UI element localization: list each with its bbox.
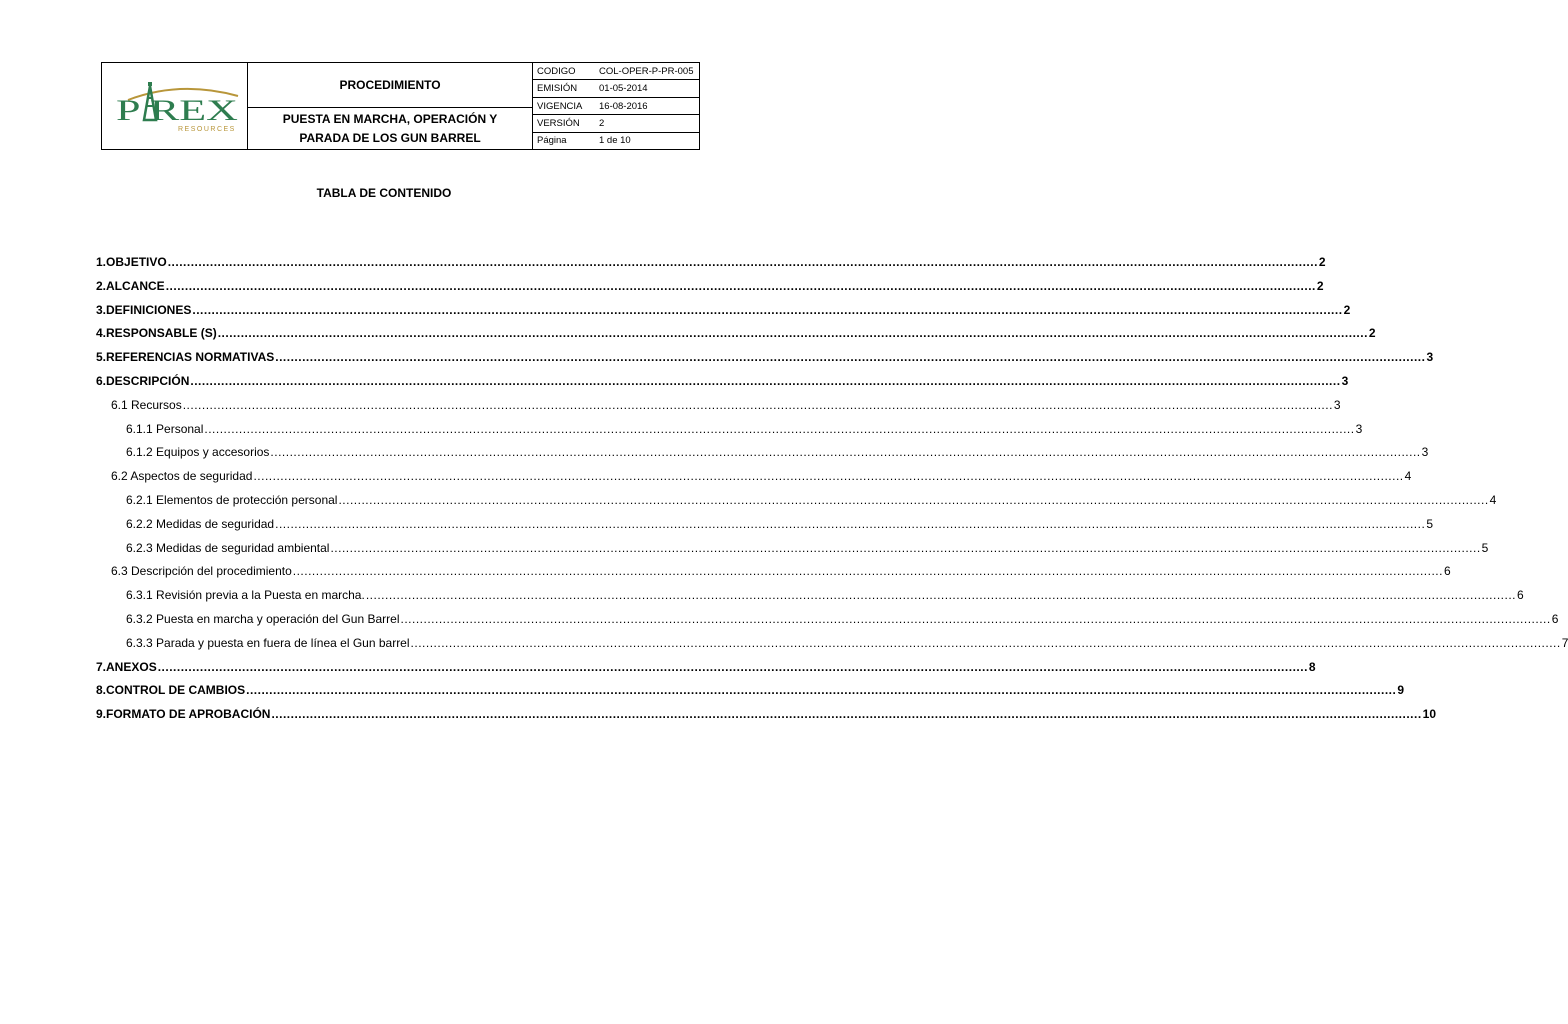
parex-logo bbox=[110, 76, 240, 136]
meta-row bbox=[533, 115, 699, 132]
doc-title-line1: PUESTA EN MARCHA, OPERACIÓN Y bbox=[282, 111, 498, 126]
doc-title-line2: PARADA DE LOS GUN BARREL bbox=[299, 130, 481, 145]
toc-entry-page: 3 bbox=[1426, 350, 1434, 365]
toc-entry-page: 4 bbox=[1404, 469, 1412, 484]
toc-entry[interactable] bbox=[111, 469, 1412, 485]
toc-leader-dots: ............................................................................................................................................................................................................................................................................................................ bbox=[275, 350, 1426, 365]
meta-key: VERSIÓN bbox=[537, 117, 580, 129]
toc-entry-page: 3 bbox=[1421, 445, 1429, 460]
doc-title bbox=[248, 108, 532, 149]
toc-entry-page: 2 bbox=[1343, 302, 1351, 317]
toc-entry-label: 6.3.3 Parada y puesta en fuera de línea el Gun barrel bbox=[126, 635, 410, 650]
toc-entry[interactable] bbox=[111, 564, 1451, 580]
toc-entry[interactable] bbox=[126, 516, 1433, 533]
toc-leader-dots: ............................................................................................................................................................................................................................................................................................................ bbox=[338, 493, 1489, 507]
toc-entry-label: 6.1 Recursos bbox=[111, 397, 182, 412]
toc-entry-label: 6.3.2 Puesta en marcha y operación del Gun Barrel bbox=[126, 612, 400, 626]
toc-entry[interactable] bbox=[126, 588, 1524, 604]
toc-leader-dots: ............................................................................................................................................................................................................................................................................................................ bbox=[190, 374, 1341, 388]
doc-type: PROCEDIMIENTO bbox=[248, 63, 532, 108]
toc-leader-dots: ............................................................................................................................................................................................................................................................................................................ bbox=[253, 469, 1404, 484]
toc-entry[interactable] bbox=[126, 445, 1429, 461]
toc-leader-dots: ............................................................................................................................................................................................................................................................................................................ bbox=[204, 421, 1355, 436]
toc-leader-dots: ............................................................................................................................................................................................................................................................................................................ bbox=[165, 278, 1316, 293]
meta-key: EMISIÓN bbox=[537, 83, 578, 95]
toc-leader-dots: ............................................................................................................................................................................................................................................................................................................ bbox=[410, 635, 1561, 650]
toc-entry-label: DESCRIPCIÓN bbox=[106, 374, 190, 388]
toc-entry-page: 7 bbox=[1561, 635, 1568, 650]
title-cell bbox=[248, 63, 533, 149]
toc-entry-label: OBJETIVO bbox=[106, 255, 167, 269]
toc-entry-page: 3 bbox=[1355, 421, 1363, 436]
toc-leader-dots: ............................................................................................................................................................................................................................................................................................................ bbox=[275, 516, 1426, 531]
toc-entry-label: 6.2.1 Elementos de protección personal bbox=[126, 493, 338, 507]
toc-entry[interactable] bbox=[96, 278, 1324, 295]
toc-leader-dots: ............................................................................................................................................................................................................................................................................................................ bbox=[167, 255, 1318, 269]
toc-entry-page: 3 bbox=[1341, 374, 1349, 388]
toc-entry-page: 9 bbox=[1397, 683, 1405, 698]
toc-entry-label: 6.3.1 Revisión previa a la Puesta en marcha. bbox=[126, 588, 365, 603]
toc-entry-label: CONTROL DE CAMBIOS bbox=[106, 683, 246, 698]
toc-leader-dots: ............................................................................................................................................................................................................................................................................................................ bbox=[270, 445, 1421, 460]
toc-entry[interactable] bbox=[96, 707, 1437, 723]
toc-entry-page: 3 bbox=[1333, 397, 1341, 412]
meta-value: COL-OPER-P-PR-005 bbox=[599, 65, 694, 77]
meta-key: Página bbox=[537, 135, 567, 147]
toc-leader-dots: ............................................................................................................................................................................................................................................................................................................ bbox=[330, 540, 1481, 555]
toc-entry-label: ALCANCE bbox=[106, 278, 165, 293]
toc-entry[interactable] bbox=[96, 255, 1326, 271]
toc-entry-number: 2. bbox=[96, 278, 107, 293]
toc-leader-dots: ............................................................................................................................................................................................................................................................................................................ bbox=[292, 564, 1443, 579]
toc-entry-number: 1. bbox=[96, 255, 107, 269]
toc-leader-dots: ............................................................................................................................................................................................................................................................................................................ bbox=[192, 302, 1343, 317]
toc-entry-label: ANEXOS bbox=[106, 659, 157, 674]
toc-entry-page: 8 bbox=[1308, 659, 1316, 674]
meta-key: CODIGO bbox=[537, 65, 576, 77]
toc-entry[interactable] bbox=[96, 350, 1434, 366]
toc-entry-number: 5. bbox=[96, 350, 107, 365]
toc-entry-label: 6.2 Aspectos de seguridad bbox=[111, 469, 253, 484]
toc-entry-page: 2 bbox=[1368, 326, 1376, 341]
toc-entry-label: 6.2.3 Medidas de seguridad ambiental bbox=[126, 540, 330, 555]
toc-entry[interactable] bbox=[96, 374, 1349, 390]
toc-entry-page: 4 bbox=[1489, 493, 1497, 507]
toc-entry[interactable] bbox=[111, 397, 1341, 414]
meta-value: 2 bbox=[599, 117, 605, 129]
toc-entry-page: 5 bbox=[1481, 540, 1489, 555]
toc-title: TABLA DE CONTENIDO bbox=[316, 186, 452, 200]
toc-entry[interactable] bbox=[126, 635, 1568, 652]
toc-entry[interactable] bbox=[96, 326, 1376, 342]
toc-entry-label: 6.1.1 Personal bbox=[126, 421, 204, 436]
meta-row bbox=[533, 98, 699, 115]
toc-leader-dots: ............................................................................................................................................................................................................................................................................................................ bbox=[246, 683, 1397, 698]
toc-entry[interactable] bbox=[96, 659, 1316, 676]
toc-entry-number: 7. bbox=[96, 659, 107, 674]
meta-value: 1 de 10 bbox=[599, 135, 631, 147]
toc-leader-dots: ............................................................................................................................................................................................................................................................................................................ bbox=[365, 588, 1517, 603]
toc-entry[interactable] bbox=[126, 540, 1489, 557]
toc-entry-label: FORMATO DE APROBACIÓN bbox=[106, 707, 271, 722]
logo-cell bbox=[102, 63, 248, 149]
toc-entry-page: 10 bbox=[1422, 707, 1437, 722]
toc-entry-number: 6. bbox=[96, 374, 107, 388]
toc-entry[interactable] bbox=[126, 493, 1497, 509]
logo-text: P REX bbox=[115, 94, 238, 127]
toc-entry-page: 2 bbox=[1316, 278, 1324, 293]
toc-entry-label: DEFINICIONES bbox=[106, 302, 192, 317]
meta-value: 01-05-2014 bbox=[599, 83, 648, 95]
toc-entry-page: 6 bbox=[1443, 564, 1451, 579]
toc-entry-label: 6.3 Descripción del procedimiento bbox=[111, 564, 292, 579]
toc-leader-dots: ............................................................................................................................................................................................................................................................................................................ bbox=[217, 326, 1368, 341]
toc-entry-label: 6.2.2 Medidas de seguridad bbox=[126, 516, 275, 531]
document-header bbox=[101, 62, 700, 150]
toc-entry-page: 5 bbox=[1426, 516, 1433, 531]
toc-entry[interactable] bbox=[96, 302, 1351, 319]
toc-entry[interactable] bbox=[126, 421, 1363, 438]
meta-key: VIGENCIA bbox=[537, 100, 583, 112]
meta-row bbox=[533, 133, 699, 149]
toc-leader-dots: ............................................................................................................................................................................................................................................................................................................ bbox=[400, 612, 1551, 626]
logo-subtext: RESOURCES bbox=[177, 126, 236, 133]
toc-entry-page: 6 bbox=[1517, 588, 1524, 603]
meta-row bbox=[533, 80, 699, 97]
toc-entry-number: 8. bbox=[96, 683, 107, 698]
meta-value: 16-08-2016 bbox=[599, 100, 648, 112]
toc-entry-label: 6.1.2 Equipos y accesorios bbox=[126, 445, 270, 460]
toc-entry-number: 4. bbox=[96, 326, 107, 341]
toc-entry-number: 9. bbox=[96, 707, 107, 722]
toc-entry[interactable] bbox=[126, 612, 1559, 628]
toc-entry-page: 2 bbox=[1318, 255, 1326, 269]
meta-row bbox=[533, 63, 699, 80]
toc-entry-page: 6 bbox=[1551, 612, 1559, 626]
toc-entry[interactable] bbox=[96, 683, 1405, 699]
toc-leader-dots: ............................................................................................................................................................................................................................................................................................................ bbox=[157, 659, 1308, 674]
toc-entry-label: REFERENCIAS NORMATIVAS bbox=[106, 350, 275, 365]
meta-table bbox=[533, 63, 699, 149]
toc-entry-label: RESPONSABLE (S) bbox=[106, 326, 217, 341]
toc-leader-dots: ............................................................................................................................................................................................................................................................................................................ bbox=[182, 397, 1333, 412]
toc-leader-dots: ............................................................................................................................................................................................................................................................................................................ bbox=[271, 707, 1422, 722]
toc-entry-number: 3. bbox=[96, 302, 107, 317]
